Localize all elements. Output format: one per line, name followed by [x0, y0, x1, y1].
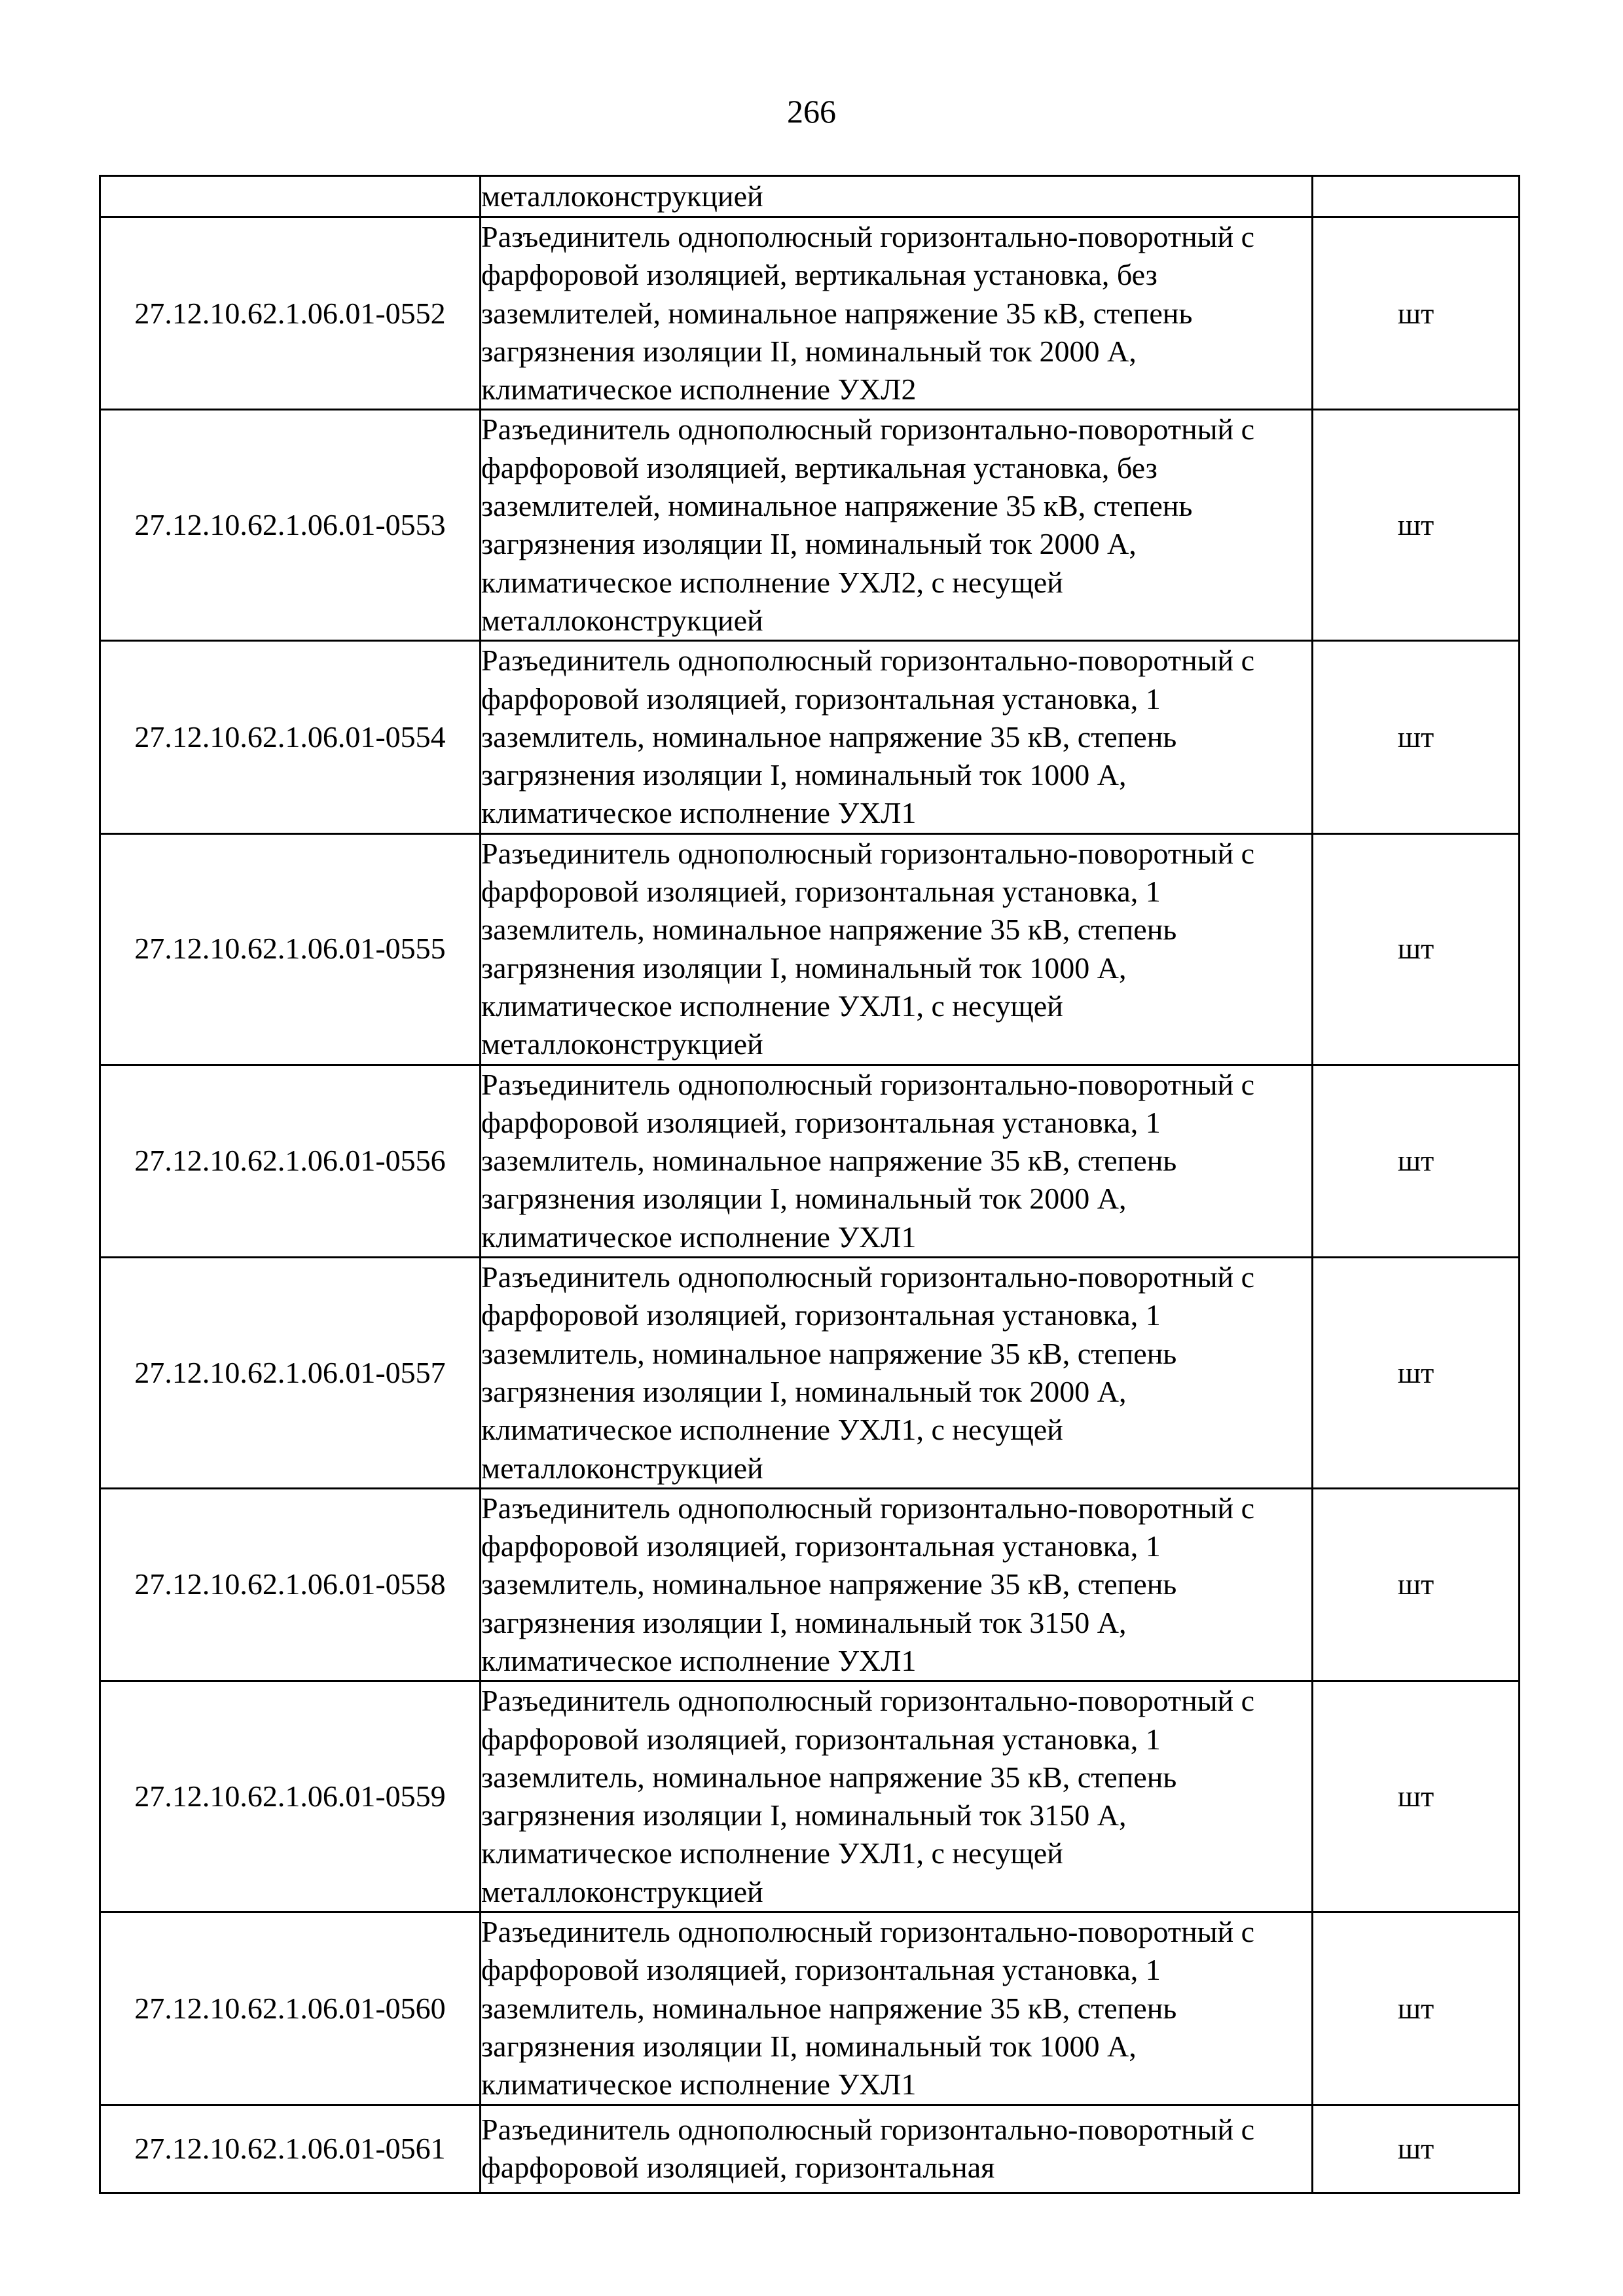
- page-number: 266: [787, 93, 836, 130]
- resource-code: 27.12.10.62.1.06.01-0552: [100, 217, 481, 410]
- resource-description: Разъединитель однополюсный горизонтально-поворотный с фарфоровой изоляцией, вертикальная установка, без заземлителей, номинальное напряжение 35 кВ, степень загрязнения изоляции II, номинальный ток 2000 А, климатическое исполнение УХЛ2: [481, 217, 1313, 410]
- unit-of-measure: шт: [1313, 2105, 1520, 2193]
- resource-code: 27.12.10.62.1.06.01-0554: [100, 641, 481, 833]
- unit-of-measure: [1313, 176, 1520, 217]
- unit-of-measure: шт: [1313, 1681, 1520, 1912]
- resource-table: [99, 175, 1520, 2194]
- unit-of-measure: шт: [1313, 1258, 1520, 1489]
- table-row: [100, 641, 1520, 833]
- unit-of-measure: шт: [1313, 1488, 1520, 1681]
- table-row: [100, 1488, 1520, 1681]
- unit-of-measure: шт: [1313, 410, 1520, 641]
- table-row: [100, 833, 1520, 1065]
- resource-code: 27.12.10.62.1.06.01-0561: [100, 2105, 481, 2193]
- resource-description: Разъединитель однополюсный горизонтально-поворотный с фарфоровой изоляцией, горизонтальная установка, 1 заземлитель, номинальное напряжение 35 кВ, степень загрязнения изоляции I, номинальный ток 1000 А, климатическое исполнение УХЛ1: [481, 641, 1313, 833]
- unit-of-measure: шт: [1313, 1065, 1520, 1257]
- resource-description: Разъединитель однополюсный горизонтально-поворотный с фарфоровой изоляцией, горизонтальная установка, 1 заземлитель, номинальное напряжение 35 кВ, степень загрязнения изоляции I, номинальный ток 3150 А, климатическое исполнение УХЛ1, с несущей металлоконструкцией: [481, 1681, 1313, 1912]
- unit-of-measure: шт: [1313, 641, 1520, 833]
- table-row: [100, 410, 1520, 641]
- resource-code: [100, 176, 481, 217]
- resource-description: Разъединитель однополюсный горизонтально-поворотный с фарфоровой изоляцией, горизонтальная установка, 1 заземлитель, номинальное напряжение 35 кВ, степень загрязнения изоляции I, номинальный ток 2000 А, климатическое исполнение УХЛ1: [481, 1065, 1313, 1257]
- table-row: [100, 1912, 1520, 2105]
- resource-description: металлоконструкцией: [481, 176, 1313, 217]
- resource-code: 27.12.10.62.1.06.01-0557: [100, 1258, 481, 1489]
- resource-code: 27.12.10.62.1.06.01-0553: [100, 410, 481, 641]
- table-row: [100, 1065, 1520, 1257]
- resource-code: 27.12.10.62.1.06.01-0560: [100, 1912, 481, 2105]
- resource-code: 27.12.10.62.1.06.01-0556: [100, 1065, 481, 1257]
- table-row: [100, 176, 1520, 217]
- resource-description: Разъединитель однополюсный горизонтально-поворотный с фарфоровой изоляцией, вертикальная установка, без заземлителей, номинальное напряжение 35 кВ, степень загрязнения изоляции II, номинальный ток 2000 А, климатическое исполнение УХЛ2, с несущей металлоконструкцией: [481, 410, 1313, 641]
- resource-code: 27.12.10.62.1.06.01-0555: [100, 833, 481, 1065]
- table-row: [100, 1258, 1520, 1489]
- resource-description: Разъединитель однополюсный горизонтально-поворотный с фарфоровой изоляцией, горизонтальная установка, 1 заземлитель, номинальное напряжение 35 кВ, степень загрязнения изоляции I, номинальный ток 1000 А, климатическое исполнение УХЛ1, с несущей металлоконструкцией: [481, 833, 1313, 1065]
- unit-of-measure: шт: [1313, 833, 1520, 1065]
- table-row: [100, 2105, 1520, 2193]
- unit-of-measure: шт: [1313, 217, 1520, 410]
- resource-description: Разъединитель однополюсный горизонтально-поворотный с фарфоровой изоляцией, горизонтальная: [481, 2105, 1313, 2193]
- table-row: [100, 217, 1520, 410]
- resource-code: 27.12.10.62.1.06.01-0558: [100, 1488, 481, 1681]
- resource-code: 27.12.10.62.1.06.01-0559: [100, 1681, 481, 1912]
- table-row: [100, 1681, 1520, 1912]
- unit-of-measure: шт: [1313, 1912, 1520, 2105]
- resource-description: Разъединитель однополюсный горизонтально-поворотный с фарфоровой изоляцией, горизонтальная установка, 1 заземлитель, номинальное напряжение 35 кВ, степень загрязнения изоляции I, номинальный ток 2000 А, климатическое исполнение УХЛ1, с несущей металлоконструкцией: [481, 1258, 1313, 1489]
- resource-description: Разъединитель однополюсный горизонтально-поворотный с фарфоровой изоляцией, горизонтальная установка, 1 заземлитель, номинальное напряжение 35 кВ, степень загрязнения изоляции I, номинальный ток 3150 А, климатическое исполнение УХЛ1: [481, 1488, 1313, 1681]
- resource-description: Разъединитель однополюсный горизонтально-поворотный с фарфоровой изоляцией, горизонтальная установка, 1 заземлитель, номинальное напряжение 35 кВ, степень загрязнения изоляции II, номинальный ток 1000 А, климатическое исполнение УХЛ1: [481, 1912, 1313, 2105]
